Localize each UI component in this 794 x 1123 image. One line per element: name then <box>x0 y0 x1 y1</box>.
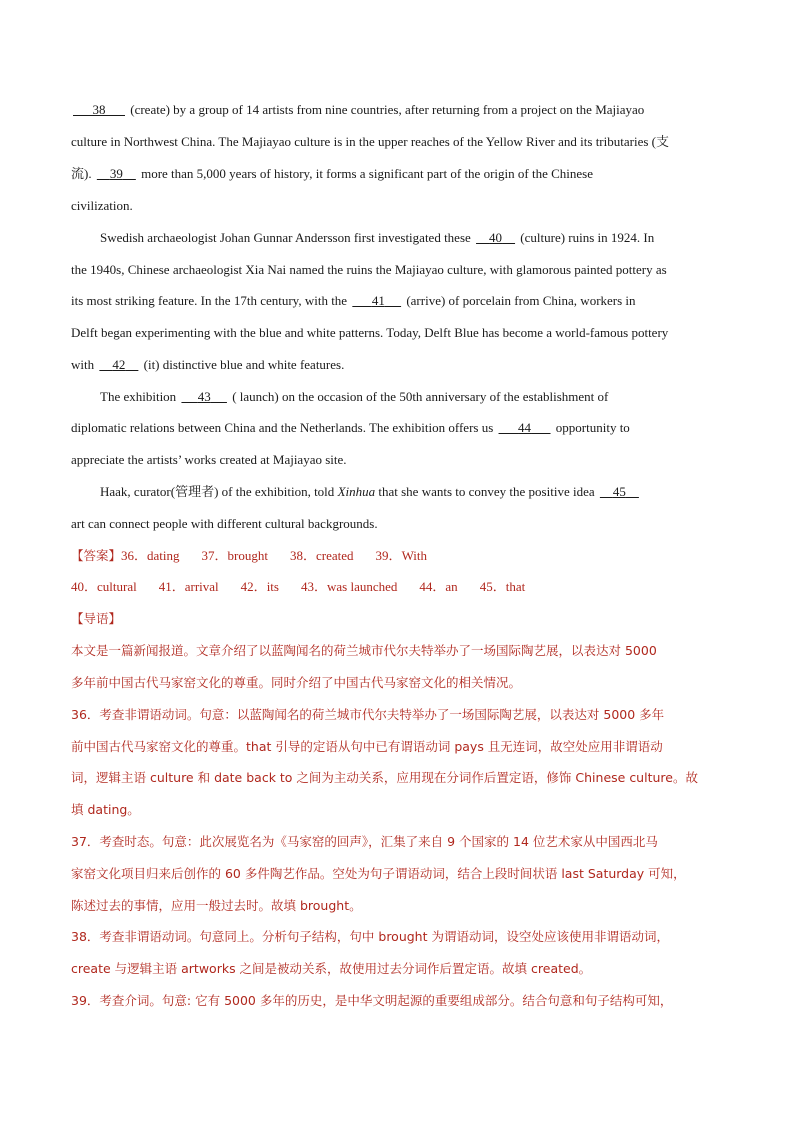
passage-text: that she wants to convey the positive idea <box>378 484 595 499</box>
passage-text: (culture) ruins in 1924. In <box>520 230 655 245</box>
explanation-line: 37．考查时态。句意：此次展览名为《马家窑的回声》，汇集了来自 9 个国家的 14 位艺术家从中国西北马 <box>71 834 658 849</box>
guide-label: 【导语】 <box>71 611 122 626</box>
passage-text: more than 5,000 years of history, it forms a significant part of the origin of the Chinese <box>141 166 593 181</box>
answer-item: 42．its <box>240 579 279 594</box>
passage-text: The exhibition <box>100 389 177 404</box>
blank-40: 40 <box>489 230 503 245</box>
passage-line-13 <box>100 483 730 501</box>
answer-item: 36．dating <box>121 548 180 563</box>
blank-38: 38 <box>92 102 106 117</box>
passage-line-11 <box>71 419 731 437</box>
passage-text: Swedish archaeologist Johan Gunnar Andersson first investigated these <box>100 230 471 245</box>
answers-label: 【答案】 <box>71 548 122 563</box>
explanation-line: 词，逻辑主语 culture 和 date back to 之间为主动关系，应用现在分词作后置定语，修饰 Chinese culture。故 <box>71 770 698 785</box>
answer-item: 38．created <box>290 548 354 563</box>
explanation-line: 39．考查介词。句意: 它有 5000 多年的历史，是中华文明起源的重要组成部分。结合句意和句子结构可知， <box>71 993 673 1008</box>
passage-line-7 <box>71 292 731 310</box>
answer-item: 44．an <box>419 579 458 594</box>
passage-line-9 <box>71 356 731 374</box>
blank-45: 45 <box>612 484 626 499</box>
explanation-line: 前中国古代马家窑文化的尊重。that 引导的定语从句中已有谓语动词 pays 且无连词，故空处应用非谓语动 <box>71 739 663 754</box>
passage-text: ( launch) on the occasion of the 50th anniversary of the establishment of <box>232 389 609 404</box>
answer-item: 39．With <box>375 548 428 563</box>
guide-line: 多年前中国古代马家窑文化的尊重。同时介绍了中国古代马家窑文化的相关情况。 <box>71 675 522 690</box>
passage-line-2: culture in Northwest China. The Majiayao culture is in the upper reaches of the Yellow River and its tributaries (支 <box>71 134 669 149</box>
blank-43: 43 <box>197 389 211 404</box>
blank-39: 39 <box>109 166 123 181</box>
guide-line: 本文是一篇新闻报道。文章介绍了以蓝陶闻名的荷兰城市代尔夫特举办了一场国际陶艺展，以表达对 5000 <box>71 643 657 658</box>
passage-text: (create) by a group of 14 artists from nine countries, after returning from a project on the Majiayao <box>130 102 645 117</box>
blank-44: 44 <box>518 420 532 435</box>
explanation-line: 38．考查非谓语动词。句意同上。分析句子结构，句中 brought 为谓语动词，设空处应该使用非谓语动词， <box>71 929 669 944</box>
passage-line-3 <box>71 165 731 183</box>
passage-text: Haak, curator(管理者) of the exhibition, told <box>100 484 335 499</box>
publication-name: Xinhua <box>337 484 376 499</box>
passage-text: with <box>71 357 95 372</box>
explanation-line: 填 dating。 <box>71 802 140 817</box>
explanation-line: create 与逻辑主语 artworks 之间是被动关系，故使用过去分词作后置定语。故填 created。 <box>71 961 592 976</box>
answer-item: 37．brought <box>201 548 268 563</box>
blank-41: 41 <box>371 293 385 308</box>
passage-text: opportunity to <box>555 420 630 435</box>
answer-item: 45．that <box>479 579 526 594</box>
passage-text: its most striking feature. In the 17th century, with the <box>71 293 348 308</box>
answer-item: 43．was launched <box>300 579 398 594</box>
passage-line-1 <box>71 101 731 119</box>
answer-item: 40．cultural <box>71 579 137 594</box>
passage-text: (arrive) of porcelain from China, workers in <box>406 293 636 308</box>
passage-line-6: the 1940s, Chinese archaeologist Xia Nai named the ruins the Majiayao culture, with glamorous painted pottery as <box>71 262 667 277</box>
passage-line-5 <box>100 229 730 247</box>
passage-line-12: appreciate the artists’ works created at Majiayao site. <box>71 452 347 467</box>
blank-42: 42 <box>112 357 126 372</box>
answers-row-2 <box>71 578 731 596</box>
answers-row-1 <box>71 547 731 565</box>
explanation-line: 36．考查非谓语动词。句意：以蓝陶闻名的荷兰城市代尔夫特举办了一场国际陶艺展，以表达对 5000 多年 <box>71 707 665 722</box>
passage-line-10 <box>100 388 730 406</box>
passage-line-14: art can connect people with different cultural backgrounds. <box>71 516 378 531</box>
explanation-line: 家窑文化项目归来后创作的 60 多件陶艺作品。空处为句子谓语动词，结合上段时间状语 last Saturday 可知， <box>71 866 686 881</box>
passage-text: (it) distinctive blue and white features. <box>143 357 345 372</box>
passage-text: diplomatic relations between China and the Netherlands. The exhibition offers us <box>71 420 494 435</box>
passage-text: 流). <box>71 166 92 181</box>
passage-line-4: civilization. <box>71 198 133 213</box>
answer-item: 41．arrival <box>158 579 219 594</box>
explanation-line: 陈述过去的事情，应用一般过去时。故填 brought。 <box>71 898 362 913</box>
passage-line-8: Delft began experimenting with the blue and white patterns. Today, Delft Blue has become a world-famous pottery <box>71 325 669 340</box>
